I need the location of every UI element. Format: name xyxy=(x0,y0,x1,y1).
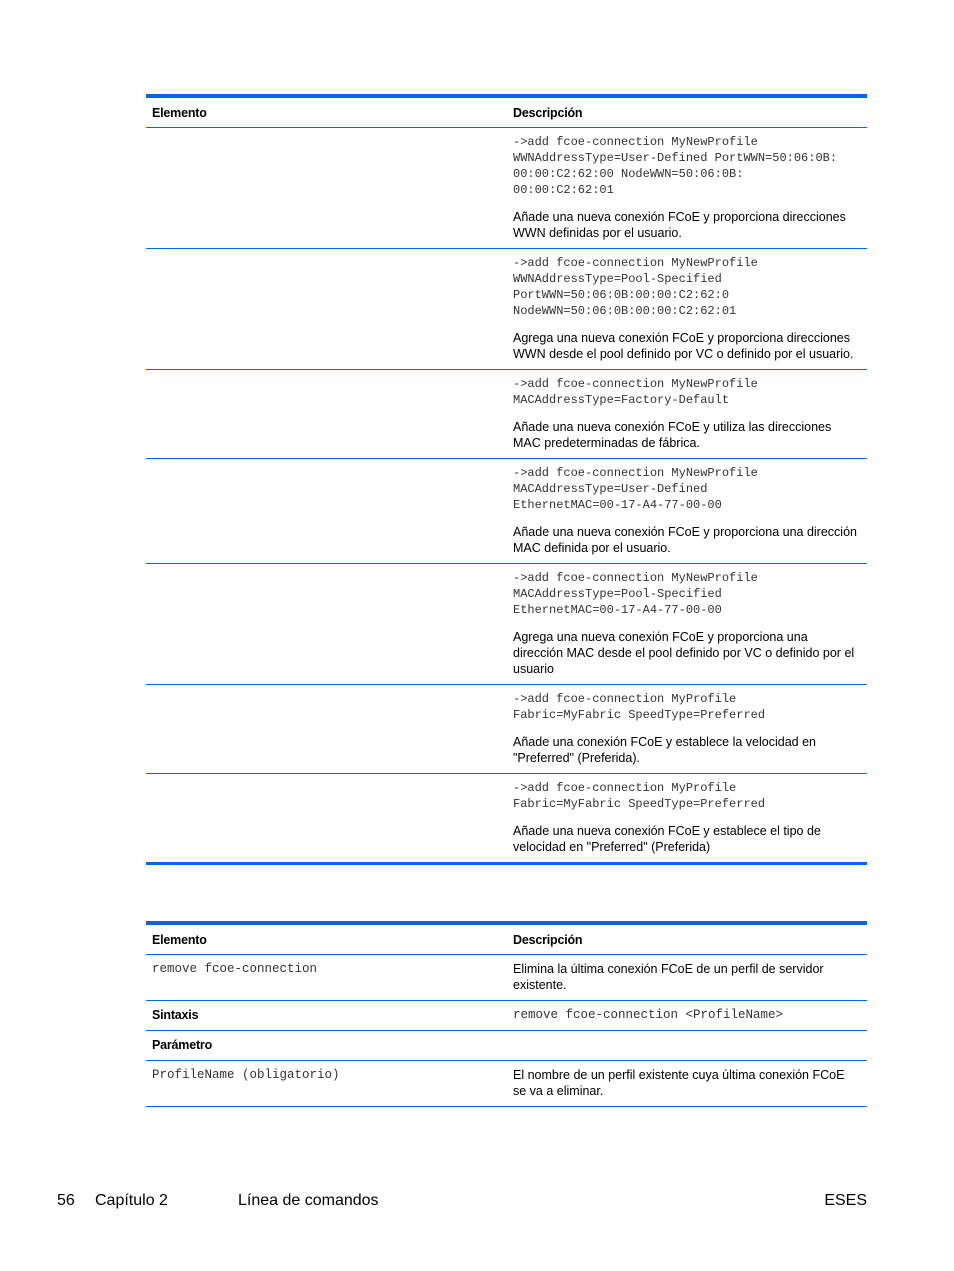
example-cell xyxy=(507,774,867,864)
locale-tag: ESES xyxy=(824,1192,867,1209)
example-cell xyxy=(507,249,867,370)
command-name: remove fcoe-connection xyxy=(152,962,318,976)
example-description: Agrega una nueva conexión FCoE y proporciona una dirección MAC desde el pool definido por VC o definido por el usuario xyxy=(513,630,855,676)
empty-cell xyxy=(146,774,507,864)
chapter-label: Capítulo 2 xyxy=(95,1192,168,1209)
example-description: Añade una nueva conexión FCoE y establece el tipo de velocidad en "Preferred" (Preferida) xyxy=(513,824,821,854)
example-code: ->add fcoe-connection MyProfile Fabric=MyFabric SpeedType=Preferred xyxy=(513,692,766,722)
table-header-row xyxy=(146,96,867,128)
table-row xyxy=(146,774,867,864)
syntax-row xyxy=(146,1001,867,1031)
example-cell xyxy=(507,370,867,459)
table-row xyxy=(146,128,867,249)
table-header-row xyxy=(146,923,867,955)
header-element: Elemento xyxy=(152,933,207,947)
example-code: ->add fcoe-connection MyNewProfile MACAddressType=Factory-Default xyxy=(513,377,758,407)
header-description: Descripción xyxy=(513,106,583,120)
example-cell xyxy=(507,128,867,249)
table-row xyxy=(146,564,867,685)
table-row xyxy=(146,370,867,459)
parameter-description: El nombre de un perfil existente cuya última conexión FCoE se va a eliminar. xyxy=(513,1068,845,1098)
command-row xyxy=(146,955,867,1001)
empty-cell xyxy=(146,685,507,774)
example-code: ->add fcoe-connection MyNewProfile WWNAddressType=Pool-Specified PortWWN=50:06:0B:00:00:C2:62:0 NodeWWN=50:06:0B:00:00:C2:62:01 xyxy=(513,256,758,318)
example-code: ->add fcoe-connection MyNewProfile MACAddressType=Pool-Specified EthernetMAC=00-17-A4-77-00-00 xyxy=(513,571,758,617)
table-row xyxy=(146,249,867,370)
header-description: Descripción xyxy=(513,933,583,947)
examples-table xyxy=(146,94,867,865)
chapter-title: Línea de comandos xyxy=(238,1192,379,1209)
example-description: Agrega una nueva conexión FCoE y proporciona direcciones WWN desde el pool definido por VC o definido por el usuario. xyxy=(513,331,854,361)
parameter-row xyxy=(146,1061,867,1107)
table-row xyxy=(146,459,867,564)
parameter-name: ProfileName (obligatorio) xyxy=(152,1068,340,1082)
command-description: Elimina la última conexión FCoE de un perfil de servidor existente. xyxy=(513,962,824,992)
example-description: Añade una nueva conexión FCoE y utiliza las direcciones MAC predeterminadas de fábrica. xyxy=(513,420,832,450)
syntax-label: Sintaxis xyxy=(152,1008,199,1022)
page-number: 56 xyxy=(57,1192,75,1209)
example-description: Añade una nueva conexión FCoE y proporciona direcciones WWN definidas por el usuario. xyxy=(513,210,846,240)
empty-cell xyxy=(146,564,507,685)
example-description: Añade una conexión FCoE y establece la velocidad en "Preferred" (Preferida). xyxy=(513,735,816,765)
example-description: Añade una nueva conexión FCoE y proporciona una dirección MAC definida por el usuario. xyxy=(513,525,857,555)
example-code: ->add fcoe-connection MyNewProfile MACAddressType=User-Defined EthernetMAC=00-17-A4-77-00-00 xyxy=(513,466,758,512)
remove-command-table xyxy=(146,921,867,1107)
example-cell xyxy=(507,685,867,774)
table-row xyxy=(146,685,867,774)
syntax-value: remove fcoe-connection <ProfileName> xyxy=(513,1008,784,1022)
parameter-header-row xyxy=(146,1031,867,1061)
example-code: ->add fcoe-connection MyProfile Fabric=MyFabric SpeedType=Preferred xyxy=(513,781,766,811)
empty-cell xyxy=(507,1031,867,1061)
example-code: ->add fcoe-connection MyNewProfile WWNAddressType=User-Defined PortWWN=50:06:0B: 00:00:C2:62:00 NodeWWN=50:06:0B: 00:00:C2:62:01 xyxy=(513,135,838,197)
example-cell xyxy=(507,459,867,564)
header-element: Elemento xyxy=(152,106,207,120)
example-cell xyxy=(507,564,867,685)
empty-cell xyxy=(146,249,507,370)
empty-cell xyxy=(146,370,507,459)
parameter-label: Parámetro xyxy=(152,1038,213,1052)
empty-cell xyxy=(146,459,507,564)
empty-cell xyxy=(146,128,507,249)
